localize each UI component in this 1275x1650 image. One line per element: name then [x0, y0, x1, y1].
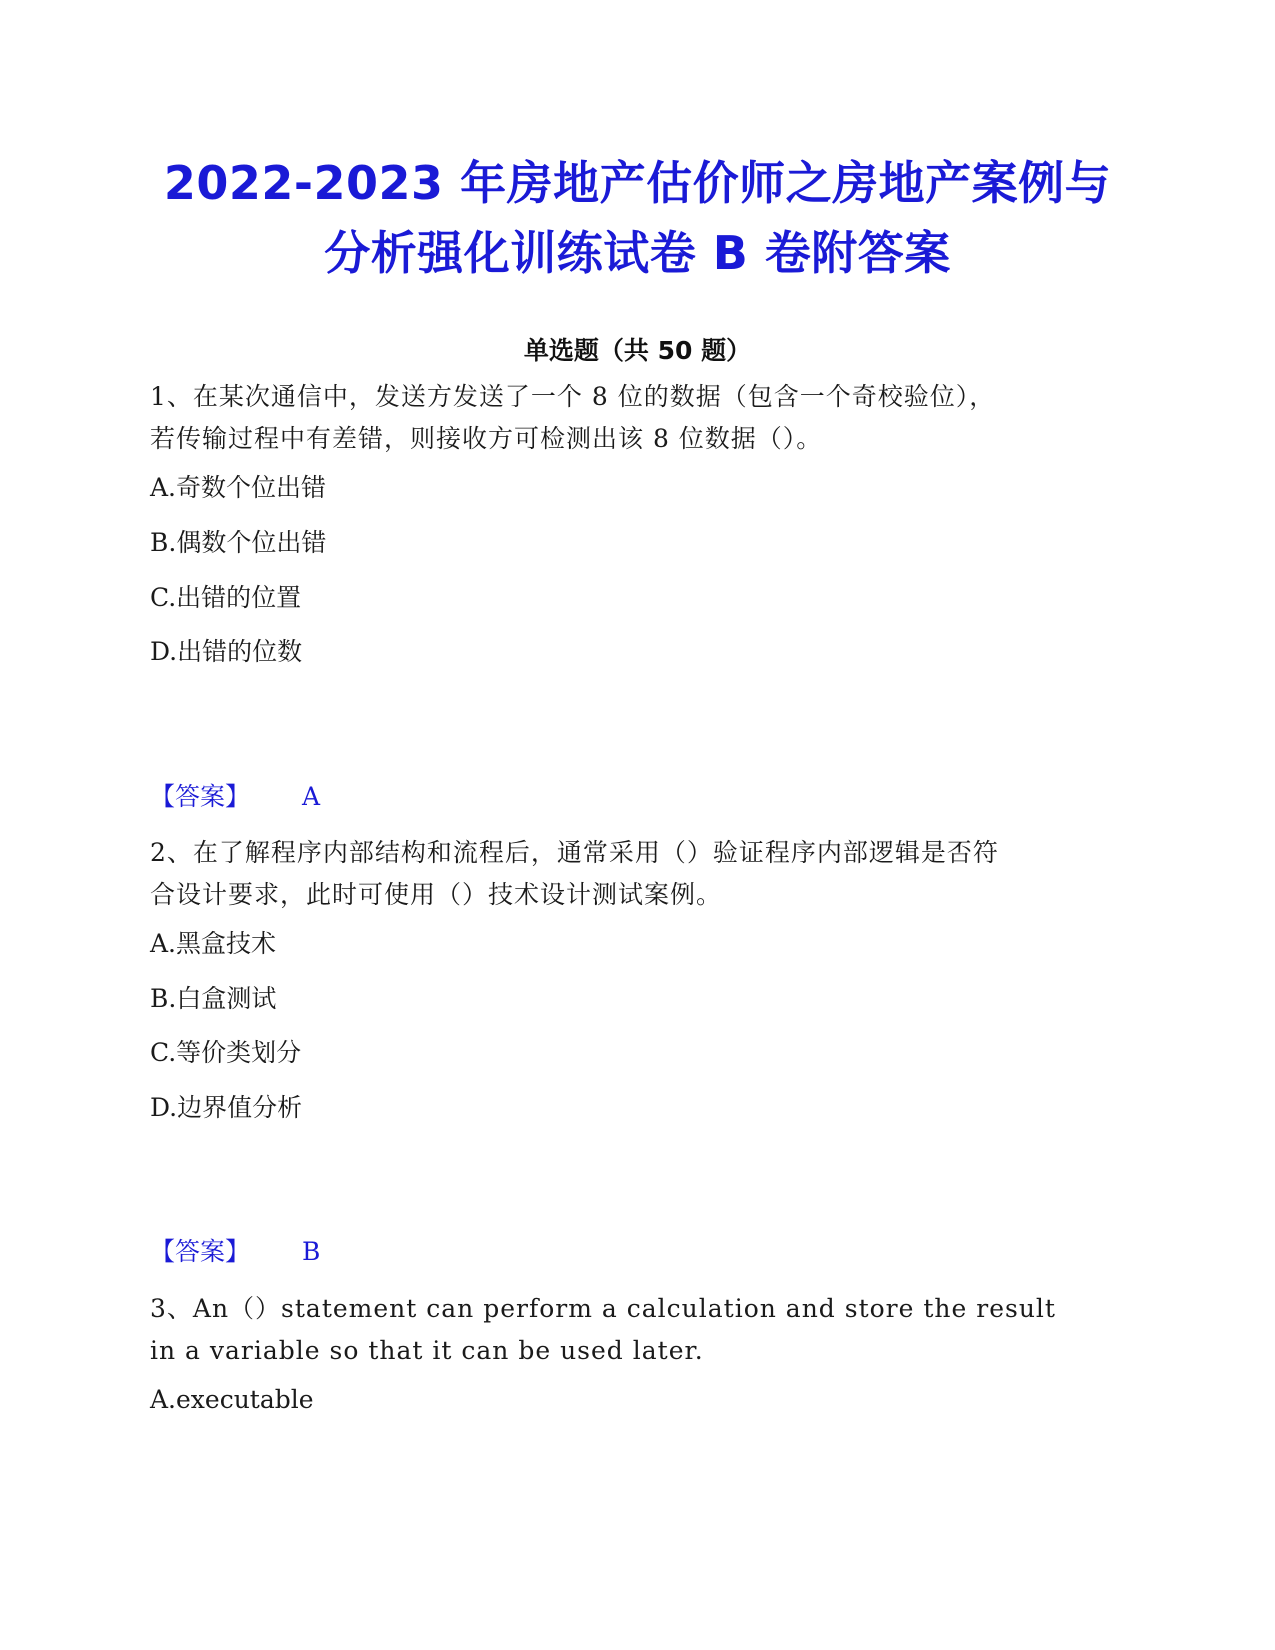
question-1-option-d: D.出错的位数: [150, 637, 303, 666]
question-2-stem-line-2: 合设计要求，此时可使用（）技术设计测试案例。: [150, 880, 723, 909]
section-heading: 单选题（共 50 题）: [523, 336, 752, 365]
question-2-stem-line-1: 2、在了解程序内部结构和流程后，通常采用（）验证程序内部逻辑是否符: [150, 838, 999, 867]
question-1-answer: [150, 779, 1110, 815]
question-3-stem: [150, 1288, 1110, 1372]
question-2-option-b: B.白盒测试: [150, 984, 277, 1013]
question-3-stem-line-2: in a variable so that it can be used later.: [150, 1336, 704, 1365]
question-2-answer: [150, 1234, 1110, 1270]
question-2-option-d: D.边界值分析: [150, 1093, 303, 1122]
question-1-option-c: C.出错的位置: [150, 583, 302, 612]
question-2-option-c: C.等价类划分: [150, 1038, 302, 1067]
answer-label: 【答案】: [150, 782, 251, 811]
question-1-stem-line-1: 1、在某次通信中，发送方发送了一个 8 位的数据（包含一个奇校验位），: [150, 382, 996, 411]
question-1-option-b: B.偶数个位出错: [150, 528, 327, 557]
question-1-stem: [150, 376, 1110, 460]
question-3-stem-line-1: 3、An（）statement can perform a calculation and store the result: [150, 1294, 1056, 1323]
answer-value: A: [302, 782, 321, 811]
document-title-line-2: 分析强化训练试卷 B 卷附答案: [324, 226, 951, 280]
question-2-stem: [150, 832, 1110, 916]
question-1-stem-line-2: 若传输过程中有差错，则接收方可检测出该 8 位数据（）。: [150, 424, 823, 453]
question-1-option-a: A.奇数个位出错: [150, 473, 327, 502]
question-2-option-a: A.黑盒技术: [150, 929, 277, 958]
question-3-option-a: A.executable: [150, 1385, 314, 1414]
answer-label: 【答案】: [150, 1237, 251, 1266]
document-title-line-1: 2022-2023 年房地产估价师之房地产案例与: [163, 156, 1112, 210]
answer-value: B: [302, 1237, 321, 1266]
